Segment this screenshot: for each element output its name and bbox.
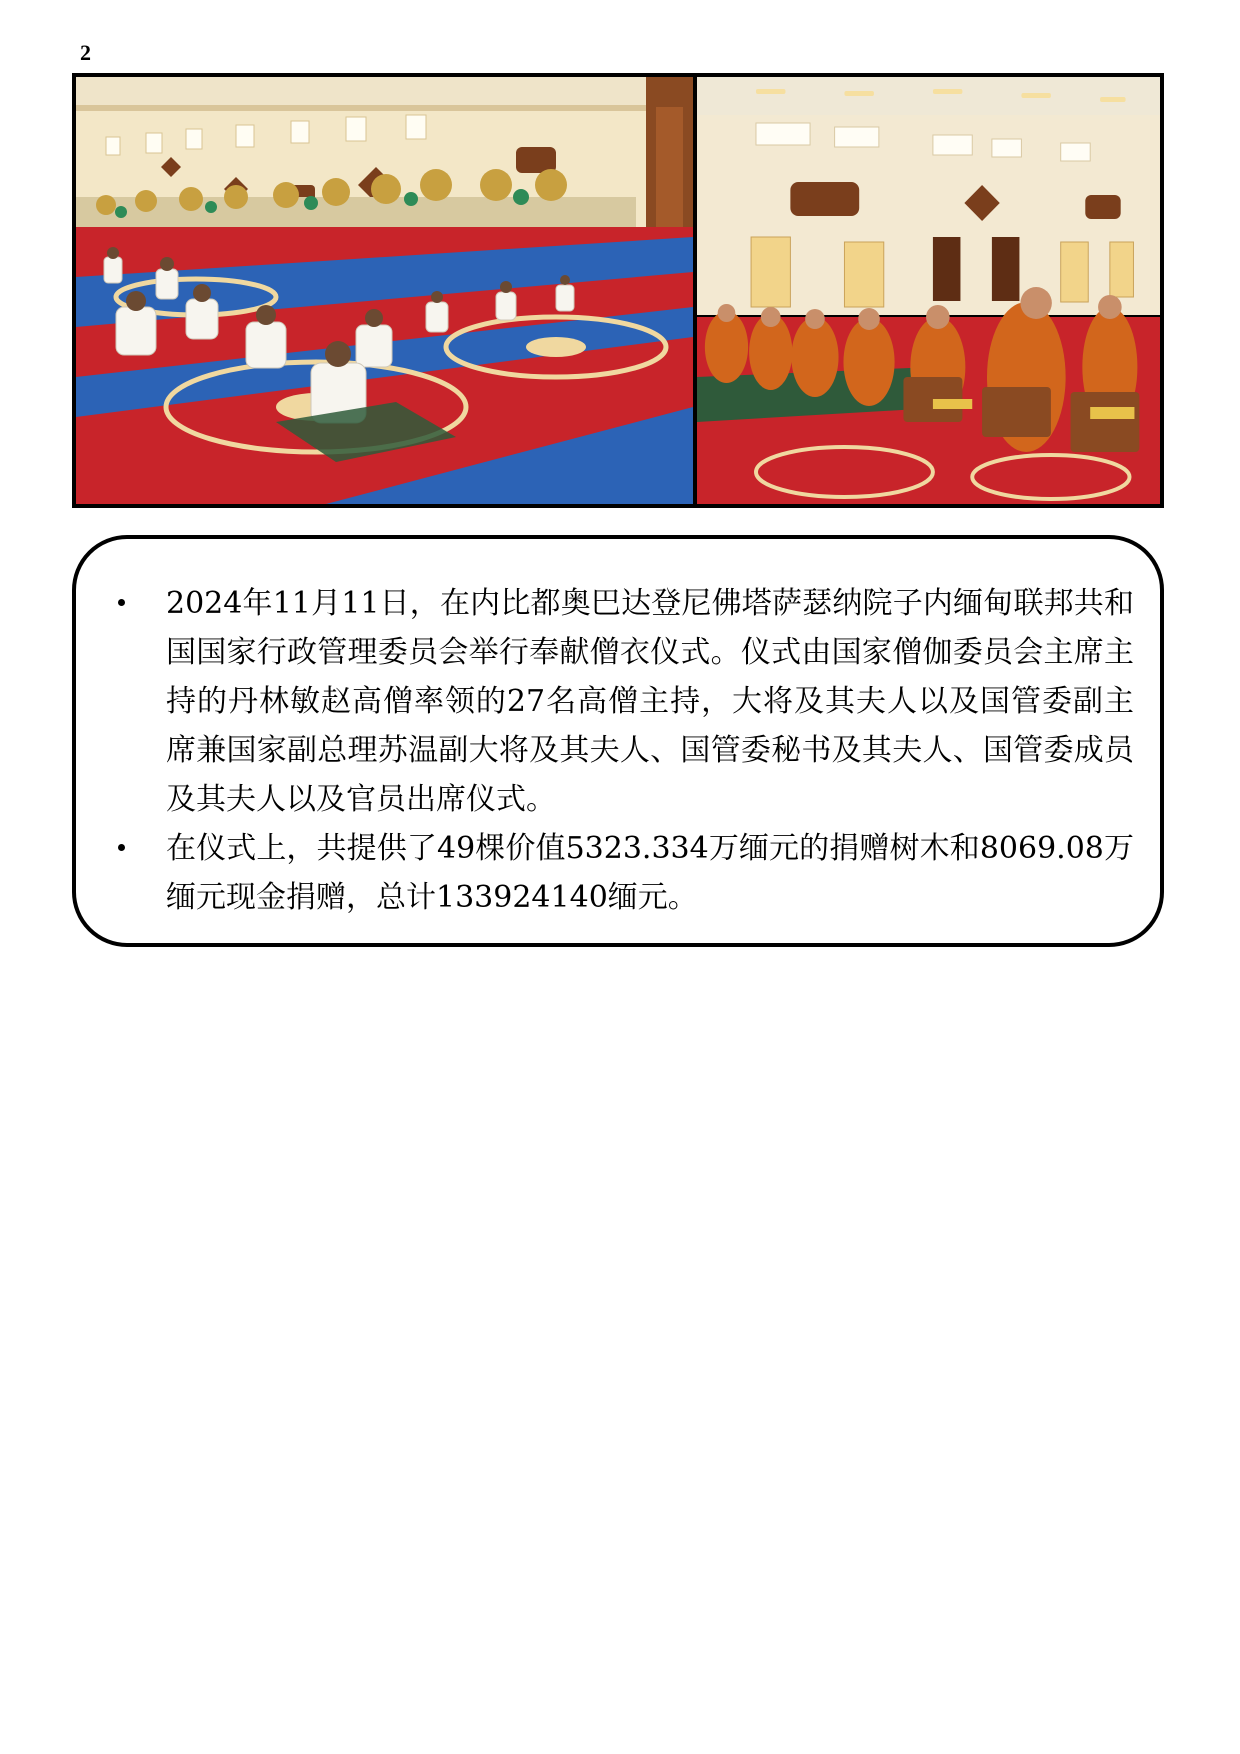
summary-box xyxy=(72,535,1164,947)
summary-bullet-text: 在仪式上，共提供了49棵价值5323.334万缅元的捐赠树木和8069.08万缅元现金捐赠，总计133924140缅元。 xyxy=(166,831,1134,915)
summary-bullet-1 xyxy=(104,579,1134,824)
bullet-dot-icon xyxy=(118,599,125,606)
ceremony-hall-illustration xyxy=(76,77,693,504)
photo-strip xyxy=(72,73,1164,508)
bullet-dot-icon xyxy=(118,844,125,851)
page-number: 2 xyxy=(80,40,91,65)
monks-seated-illustration xyxy=(697,77,1160,504)
photo-offering-ceremony-hall xyxy=(76,77,693,504)
summary-bullet-list xyxy=(104,579,1134,922)
photo-monks-seated xyxy=(697,77,1160,504)
summary-bullet-text: 2024年11月11日，在内比都奥巴达登尼佛塔萨瑟纳院子内缅甸联邦共和国国家行政管理委员会举行奉献僧衣仪式。仪式由国家僧伽委员会主席主持的丹林敏赵高僧率领的27名高僧主持，大将及其夫人以及国管委副主席兼国家副总理苏温副大将及其夫人、国管委秘书及其夫人、国管委成员及其夫人以及官员出席仪式。 xyxy=(166,586,1134,817)
summary-bullet-2 xyxy=(104,824,1134,922)
